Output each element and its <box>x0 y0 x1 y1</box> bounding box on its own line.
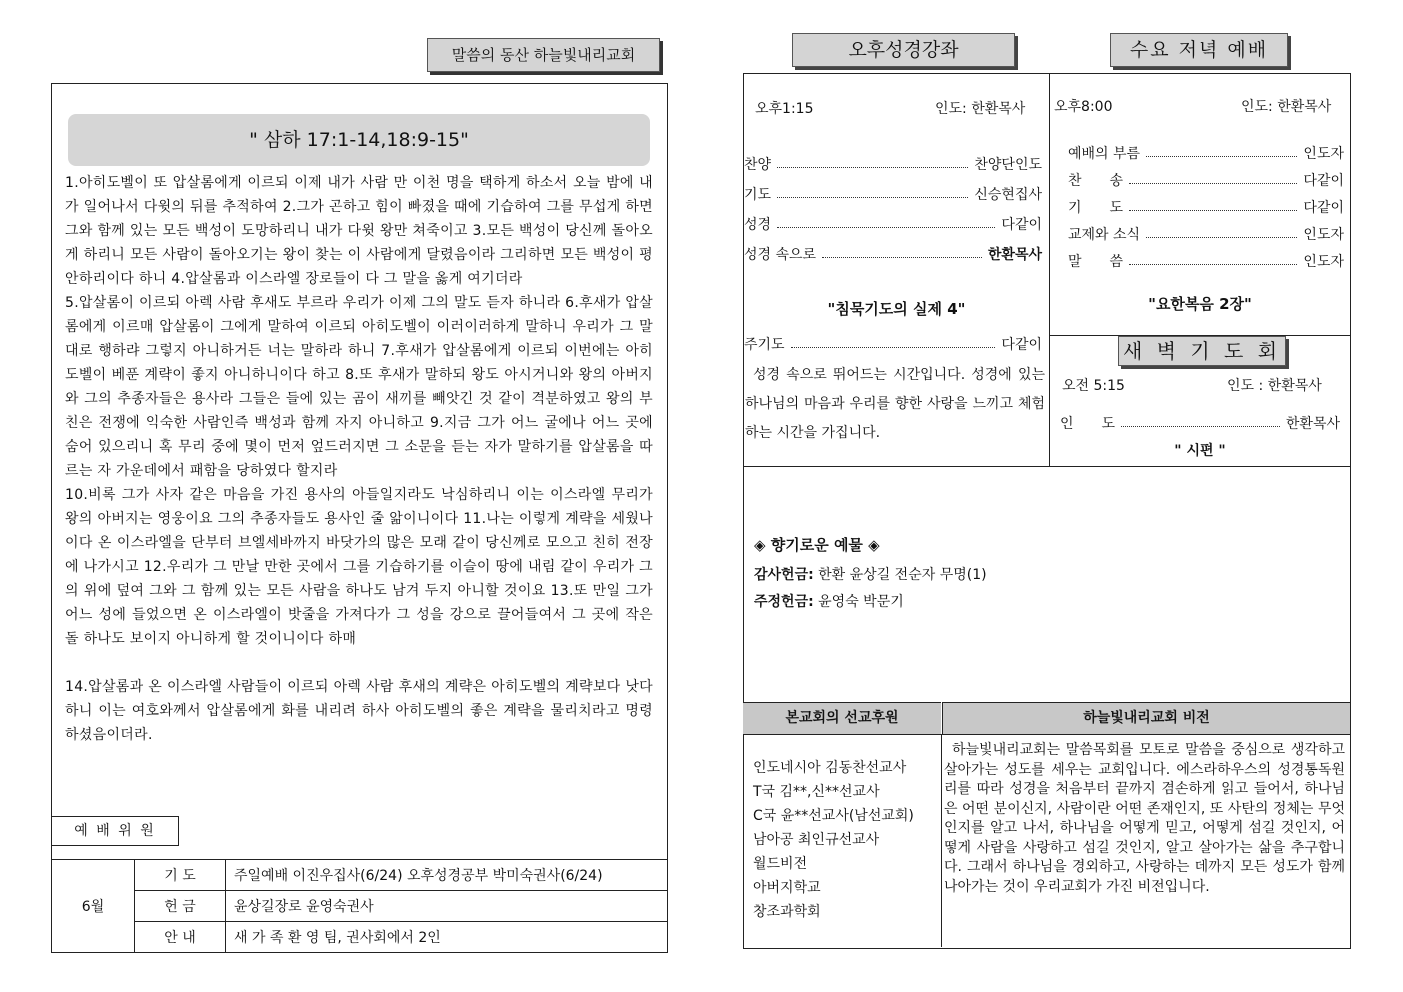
dawn-order <box>1060 412 1340 434</box>
afternoon-description: 성경 속으로 뛰어드는 시간입니다. 성경에 있는 하나님의 마음과 우리를 향한 사랑을 느끼고 체험하는 시간을 가집니다. <box>745 367 1045 441</box>
thanks-offering <box>754 564 987 584</box>
dawn-leader: 인도 : 한환목사 <box>1227 378 1322 394</box>
frame-divider-vertical <box>1049 73 1050 466</box>
order-item: 찬양 찬양단인도 <box>744 157 1042 173</box>
wednesday-title: 수요 저녁 예배 <box>1110 33 1288 67</box>
order-item: 말 씀 인도자 <box>1068 254 1344 270</box>
thanks-offering-label: 감사헌금: <box>754 567 814 583</box>
offerings-heading: ◈ 향기로운 예물 ◈ <box>754 536 880 554</box>
missions-header: 본교회의 선교후원 <box>743 702 941 735</box>
missions-vision-divider <box>941 734 942 947</box>
wednesday-time: 오후8:00 <box>1054 99 1113 115</box>
passage-paragraph: 1.아히도벨이 또 압살롬에게 이르되 이제 내가 사람 만 이천 명을 택하게 하소서 오늘 밤에 내가 일어나서 다윗의 뒤를 추적하여 2.그가 곤하고 힘이 빠졌을 때에 기습하여 그를 무섭게 하면 그와 함께 있는 모든 백성이 도망하리니 내가 다윗 왕만 쳐죽이고 3.모든 백성이 당신께 돌아오게 하리니 모든 사람이 돌아오기는 왕이 찾는 이 사람에게 달렸음이라 그리하면 모든 백성이 평안하리이다 하니 4.압살롬과 이스라엘 장로들이 다 그 말을 옳게 여기더라 <box>65 175 653 287</box>
committee-month: 6월 <box>52 860 135 953</box>
order-item: 기 도 다같이 <box>1068 200 1344 216</box>
mission-item: T국 김**,신**선교사 <box>753 784 880 800</box>
committee-table <box>51 859 668 953</box>
committee-label: 예 배 위 원 <box>51 816 179 846</box>
dawn-title: 새 벽 기 도 회 <box>1118 336 1286 366</box>
wednesday-order <box>1068 142 1344 272</box>
mission-item: C국 윤**선교사(남선교회) <box>753 808 914 824</box>
mission-item: 아버지학교 <box>753 880 821 896</box>
afternoon-closing <box>744 333 1042 355</box>
tithe-offering <box>754 591 904 611</box>
wednesday-leader: 인도: 한환목사 <box>1241 99 1332 115</box>
afternoon-time: 오후1:15 <box>755 101 814 117</box>
mission-item: 월드비전 <box>753 856 808 872</box>
committee-detail: 주일예배 이진우집사(6/24) 오후성경공부 박미숙권사(6/24) <box>226 860 668 891</box>
order-item: 성경 다같이 <box>744 217 1042 233</box>
missions-list <box>753 756 914 924</box>
afternoon-leader: 인도: 한환목사 <box>935 101 1026 117</box>
committee-role: 기 도 <box>135 860 226 891</box>
wednesday-subtitle: "요한복음 2장" <box>1148 295 1252 313</box>
tithe-offering-label: 주정헌금: <box>754 594 814 610</box>
thanks-offering-names: 한환 윤상길 전순자 무명(1) <box>818 567 987 583</box>
church-name-badge: 말씀의 동산 하늘빛내리교회 <box>427 38 660 72</box>
afternoon-title: 오후성경강좌 <box>792 33 1015 67</box>
committee-detail: 윤상길장로 윤영숙권사 <box>226 891 668 922</box>
order-item: 교제와 소식 인도자 <box>1068 227 1344 243</box>
passage-paragraph: 5.압살롬이 이르되 아렉 사람 후새도 부르라 우리가 이제 그의 말도 듣자 하니라 6.후새가 압살롬에게 이르매 압살롬이 그에게 말하여 이르되 아히도벨이 이러이러하게 말하니 우리가 그 말대로 행하랴 그렇지 아니하거든 너는 말하라 하니 7.후새가 압살롬에게 이르되 이번에는 아히도벨이 베푼 계략이 좋지 아니하니이다 하고 8.또 후새가 말하되 왕도 아시거니와 왕의 아버지와 그의 추종자들은 용사라 그들은 들에 있는 곰이 새끼를 빼앗긴 것 같이 격분하였고 왕의 부친은 전쟁에 익숙한 사람인즉 백성과 함께 자지 아니하고 9.지금 그가 어느 굴에나 어느 곳에 숨어 있으리니 혹 무리 중에 몇이 먼저 엎드러지면 그 소문을 듣는 자가 말하기를 압살롬을 따르는 자 가운데에서 패함을 당하였다 할지라 <box>65 295 653 479</box>
scripture-title: " 삼하 17:1-14,18:9-15" <box>68 114 650 166</box>
scripture-passage <box>65 171 653 747</box>
vision-text: 하늘빛내리교회는 말씀목회를 모토로 말씀을 중심으로 생각하고 살아가는 성도를 세우는 교회입니다. 에스라하우스의 성경통독원리를 따라 성경을 처음부터 끝까지 겸손하게 읽고 들어서, 하나님은 어떤 분이신지, 사람이란 어떤 존재인지, 또 사탄의 정체는 무엇인지를 알고 나서, 하나님을 어떻게 믿고, 어떻게 섬길 것인지, 어떻게 사람을 사랑하고 섬길 것인지, 알고 살아가는 삶을 추구합니다. 그래서 하나님을 경외하고, 사랑하는 데까지 모든 성도가 함께 나아가는 것이 우리교회가 가진 비전입니다. <box>944 742 1345 895</box>
frame-divider-horizontal <box>743 466 1350 467</box>
passage-paragraph: 10.비록 그가 사자 같은 마음을 가진 용사의 아들일지라도 낙심하리니 이는 이스라엘 무리가 왕의 아버지는 영웅이요 그의 추종자들도 용사인 줄 앎이니이다 11.나는 이렇게 계략을 세웠나이다 온 이스라엘을 단부터 브엘세바까지 바닷가의 많은 모래 같이 당신께로 모으고 친히 전장에 나가시고 12.우리가 그 만날 만한 곳에서 그를 기습하기를 이슬이 땅에 내림 같이 우리가 그의 위에 덮여 그와 그 함께 있는 모든 사람을 하나도 남겨 두지 아니할 것이요 13.또 만일 그가 어느 성에 들었으면 온 이스라엘이 밧줄을 가져다가 그 성을 강으로 끌어들여서 그 곳에 작은 돌 하나도 보이지 아니하게 할 것이니이다 하매 <box>65 487 653 647</box>
afternoon-subtitle: "침묵기도의 실제 4" <box>827 300 966 318</box>
mission-item: 남아공 최인규선교사 <box>753 832 880 848</box>
order-item: 성경 속으로 한환목사 <box>744 247 1042 263</box>
vision-header: 하늘빛내리교회 비전 <box>942 702 1350 735</box>
order-item: 찬 송 다같이 <box>1068 173 1344 189</box>
dawn-subtitle: " 시편 " <box>1174 443 1226 459</box>
passage-paragraph: 14.압살롬과 온 이스라엘 사람들이 이르되 아렉 사람 후새의 계략은 아히도벨의 계략보다 낫다 하니 이는 여호와께서 압살롬에게 화를 내리려 하사 아히도벨의 좋은 계략을 물리치라고 명령하셨음이더라. <box>65 679 653 743</box>
order-item: 주기도 다같이 <box>744 337 1042 353</box>
committee-detail: 새 가 족 환 영 팀, 권사회에서 2인 <box>226 922 668 953</box>
mission-item: 창조과학회 <box>753 904 821 920</box>
tithe-offering-names: 윤영숙 박문기 <box>818 594 904 610</box>
order-item: 인 도 한환목사 <box>1060 416 1340 432</box>
order-item: 기도 신승현집사 <box>744 187 1042 203</box>
order-item: 예배의 부름 인도자 <box>1068 146 1344 162</box>
dawn-time: 오전 5:15 <box>1062 378 1125 394</box>
mission-item: 인도네시아 김동찬선교사 <box>753 760 907 776</box>
committee-role: 헌 금 <box>135 891 226 922</box>
committee-role: 안 내 <box>135 922 226 953</box>
afternoon-order <box>744 153 1042 265</box>
